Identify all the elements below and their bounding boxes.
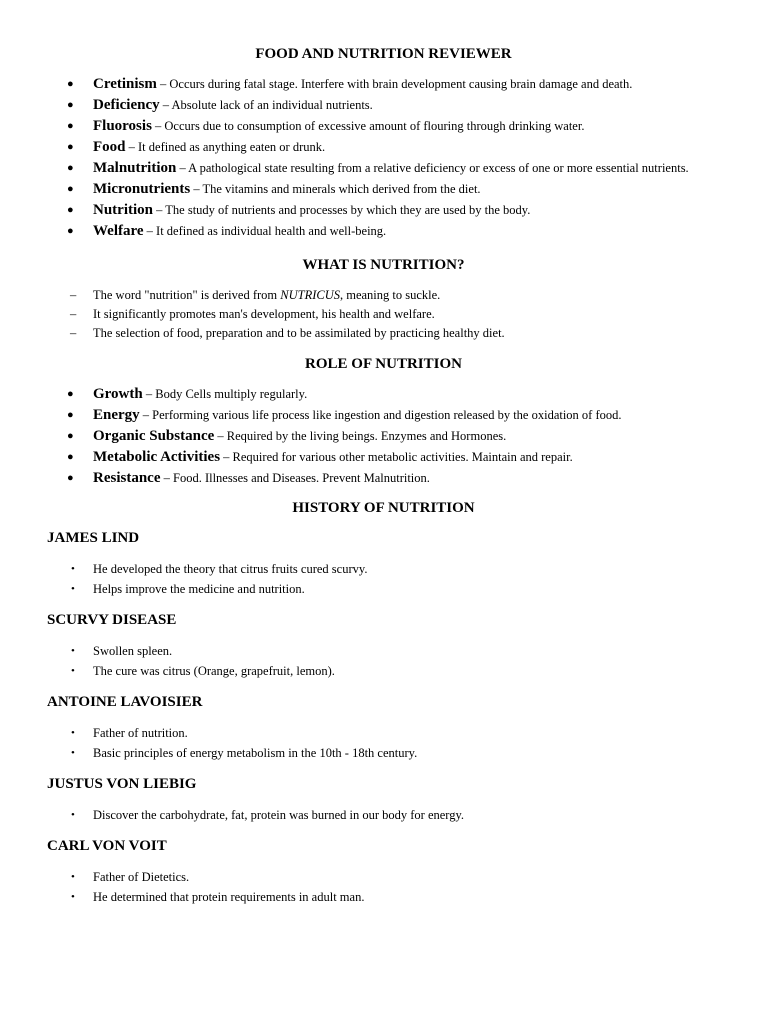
term-description: – It defined as anything eaten or drunk. [125,140,326,154]
term: Fluorosis [93,118,152,134]
item-text: , meaning to suckle. [339,288,441,302]
list-item [47,138,720,156]
term-description: – Required for various other metabolic activities. Maintain and repair. [220,450,573,464]
term: Food [93,139,126,155]
list-item [47,406,720,424]
term: Growth [93,386,143,402]
list-item: • Helps improve the medicine and nutrition. [47,579,720,599]
section-heading: CARL VON VOIT [47,838,167,854]
list-item: • Swollen spleen. [47,641,720,661]
list-item: • The cure was citrus (Orange, grapefruit, lemon). [47,661,720,681]
term-description: – Absolute lack of an individual nutrients. [159,98,373,112]
item-emphasis: NUTRICUS [280,288,340,302]
list-item [47,75,720,93]
list-item [47,180,720,198]
term-description: – Food. Illnesses and Diseases. Prevent Malnutrition. [160,471,430,485]
term-description: – A pathological state resulting from a relative deficiency or excess of one or more essential nutrients. [176,161,689,175]
term-description: – Required by the living beings. Enzymes and Hormones. [214,429,507,443]
list-item [47,117,720,135]
list-item [47,385,720,403]
term: Energy [93,407,140,423]
term: Organic Substance [93,428,215,444]
section-list [47,559,720,599]
section-list [47,641,720,681]
term: Micronutrients [93,181,191,197]
term: Resistance [93,470,161,486]
list-item: • Discover the carbohydrate, fat, protein was burned in our body for energy. [47,805,720,825]
list-item: – It significantly promotes man's development, his health and welfare. [47,305,720,324]
list-item: • Basic principles of energy metabolism in the 10th - 18th century. [47,743,720,763]
what-is-nutrition-list [47,286,720,343]
section-list [47,805,720,825]
list-item [47,201,720,219]
term-description: – Occurs during fatal stage. Interfere with brain development causing brain damage and death. [156,77,633,91]
history-of-nutrition-heading: HISTORY OF NUTRITION [292,500,475,516]
term: Malnutrition [93,160,177,176]
section-list [47,867,720,907]
term-description: – Occurs due to consumption of excessive amount of flouring through drinking water. [151,119,585,133]
section-heading: JUSTUS VON LIEBIG [47,776,197,792]
list-item [47,286,720,305]
definitions-list [47,75,720,240]
section-heading: ANTOINE LAVOISIER [47,694,203,710]
item-text: The word "nutrition" is derived from [93,288,281,302]
term: Deficiency [93,97,160,113]
term-description: – Body Cells multiply regularly. [142,387,308,401]
list-item [47,469,720,487]
list-item [47,222,720,240]
section-heading: JAMES LIND [47,530,140,546]
list-item [47,159,720,177]
list-item: • Father of Dietetics. [47,867,720,887]
list-item [47,427,720,445]
list-item: – The selection of food, preparation and to be assimilated by practicing healthy diet. [47,324,720,343]
what-is-nutrition-heading: WHAT IS NUTRITION? [302,257,465,273]
term-description: – The vitamins and minerals which derived from the diet. [190,182,481,196]
term: Cretinism [93,76,157,92]
section-list [47,723,720,763]
list-item: • He developed the theory that citrus fruits cured scurvy. [47,559,720,579]
list-item [47,448,720,466]
list-item: • He determined that protein requirements in adult man. [47,887,720,907]
term: Nutrition [93,202,153,218]
role-of-nutrition-heading: ROLE OF NUTRITION [305,356,462,372]
list-item: • Father of nutrition. [47,723,720,743]
term: Metabolic Activities [93,449,221,465]
role-list [47,385,720,487]
list-item [47,96,720,114]
term-description: – It defined as individual health and well-being. [143,224,387,238]
section-heading: SCURVY DISEASE [47,612,177,628]
term-description: – Performing various life process like ingestion and digestion released by the oxidation of food. [139,408,622,422]
term: Welfare [93,223,144,239]
term-description: – The study of nutrients and processes by which they are used by the body. [153,203,531,217]
page-title: FOOD AND NUTRITION REVIEWER [255,46,512,62]
